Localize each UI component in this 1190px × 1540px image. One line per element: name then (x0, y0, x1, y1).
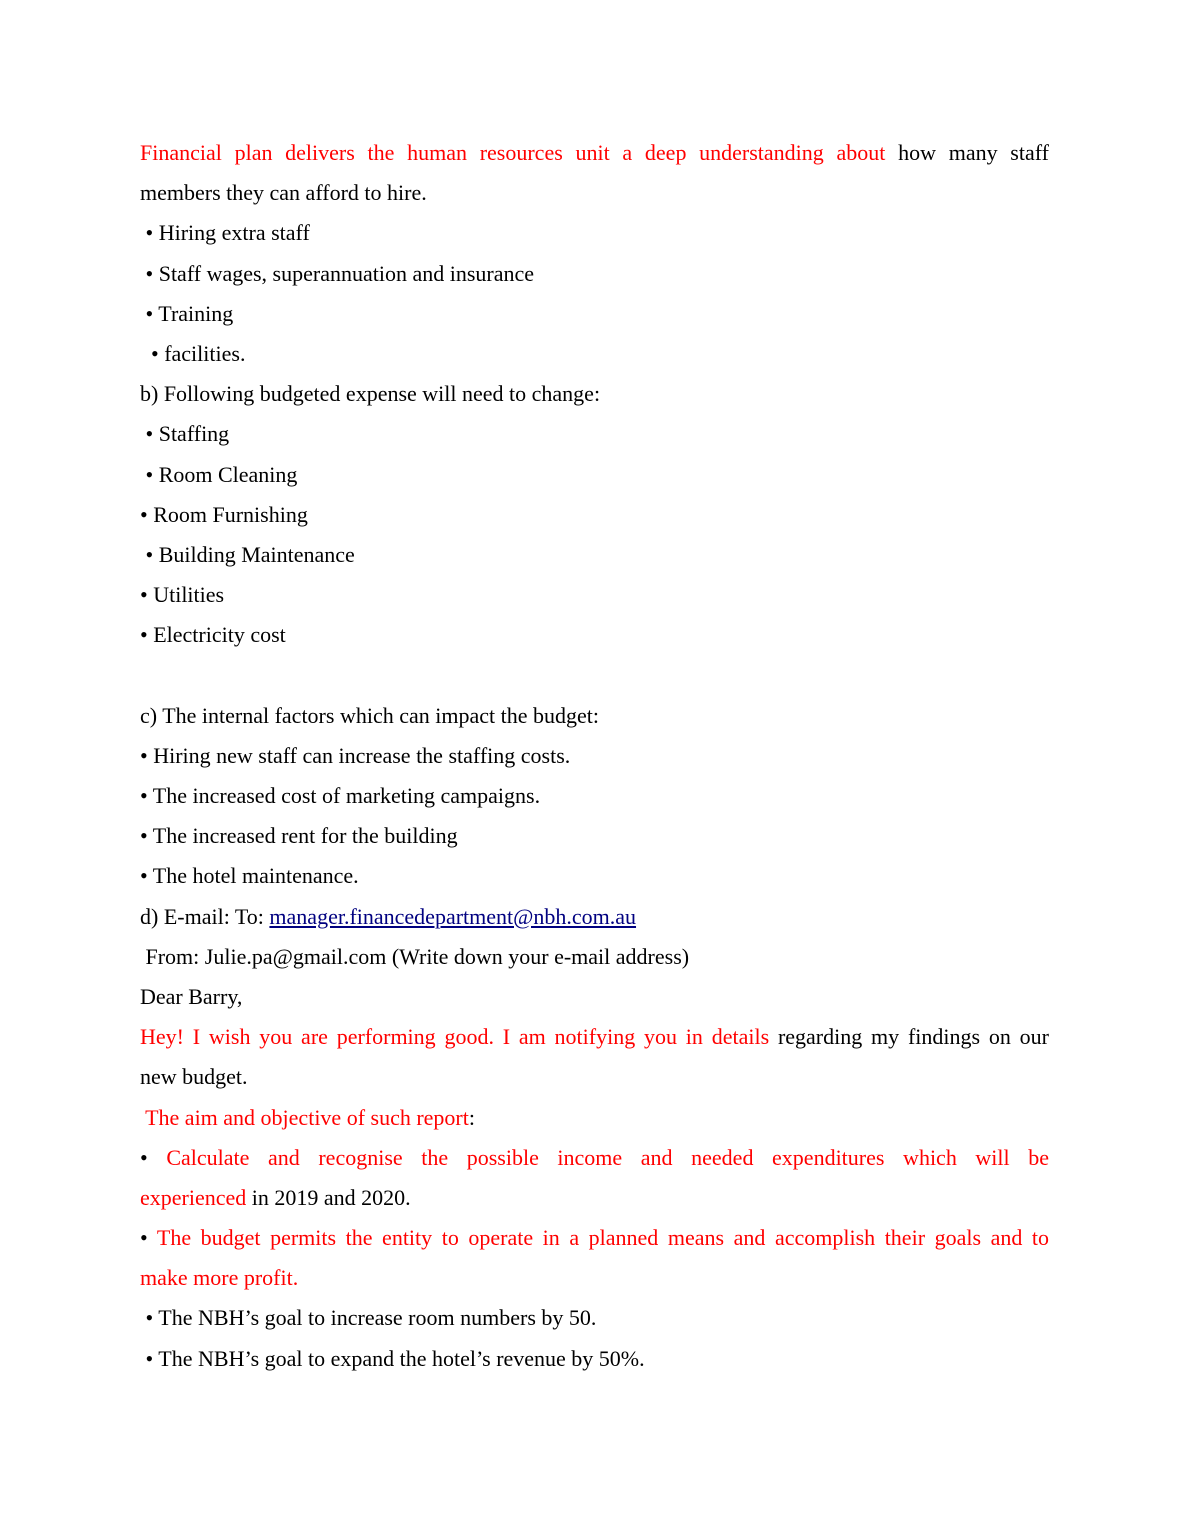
aim-heading (140, 1098, 1049, 1138)
intro-red-text: Financial plan delivers the human resources unit a deep understanding about (140, 140, 886, 165)
section-b-item: • Room Furnishing (140, 501, 308, 527)
aim-bullet-1-cont-black: in 2019 and 2020. (246, 1184, 411, 1210)
section-b-item: • Staffing (140, 421, 230, 447)
section-b-item: • Building Maintenance (140, 541, 355, 567)
hr-item: • Hiring extra staff (140, 220, 310, 246)
aim-bullet-1-red: Calculate and recognise the possible income and needed expenditures which will be (166, 1144, 1050, 1170)
section-b-item: • Room Cleaning (140, 461, 298, 487)
goal-item: • The NBH’s goal to increase room numbers by 50. (140, 1305, 597, 1331)
aim-bullet-2-line-2: make more profit. (140, 1265, 299, 1291)
section-c-item: • The increased rent for the building (140, 823, 458, 849)
aim-bullet-1-line-2 (140, 1178, 1049, 1218)
intro-line-2: members they can afford to hire. (140, 180, 427, 206)
hr-item: • Training (140, 300, 234, 326)
email-para-red: Hey! I wish you are performing good. I am notifying you in details (140, 1024, 770, 1050)
section-b-heading: b) Following budgeted expense will need to change: (140, 381, 601, 407)
email-para-line-2: new budget. (140, 1064, 248, 1090)
hr-item: • facilities. (140, 340, 246, 366)
email-to-prefix: d) E-mail: To: (140, 903, 270, 929)
section-c-item: • The increased cost of marketing campaigns. (140, 783, 541, 808)
section-c-item: • The hotel maintenance. (140, 863, 359, 889)
aim-bullet-2-marker: • (140, 1225, 157, 1251)
section-c-item: • Hiring new staff can increase the staffing costs. (140, 742, 571, 768)
aim-heading-red: The aim and objective of such report (140, 1104, 469, 1130)
intro-line-1 (140, 133, 1049, 173)
aim-bullet-1-marker: • (140, 1144, 167, 1170)
email-from-line: From: Julie.pa@gmail.com (Write down your e-mail address) (140, 943, 690, 969)
email-to-link[interactable]: manager.financedepartment@nbh.com.au (269, 903, 637, 929)
aim-bullet-1-cont-red: experienced (140, 1184, 247, 1210)
aim-bullet-1-line-1 (140, 1138, 1049, 1178)
email-greeting: Dear Barry, (140, 983, 243, 1009)
document-page (140, 133, 1049, 1379)
aim-bullet-2-line-1 (140, 1218, 1049, 1258)
aim-bullet-2-red: The budget permits the entity to operate in a planned means and accomplish their goals and to (156, 1225, 1050, 1251)
section-b-item: • Utilities (140, 582, 225, 608)
goal-item: • The NBH’s goal to expand the hotel’s revenue by 50%. (140, 1345, 645, 1371)
aim-heading-colon: : (468, 1104, 475, 1130)
intro-black-text: how many staff (885, 140, 1049, 165)
section-c-heading: c) The internal factors which can impact the budget: (140, 702, 599, 728)
section-b-item: • Electricity cost (140, 622, 286, 648)
blank-line (140, 655, 1049, 695)
email-para-black: regarding my findings on our (769, 1024, 1049, 1050)
email-to-line (140, 897, 1049, 937)
email-para-line-1 (140, 1017, 1049, 1057)
hr-item: • Staff wages, superannuation and insurance (140, 260, 535, 286)
